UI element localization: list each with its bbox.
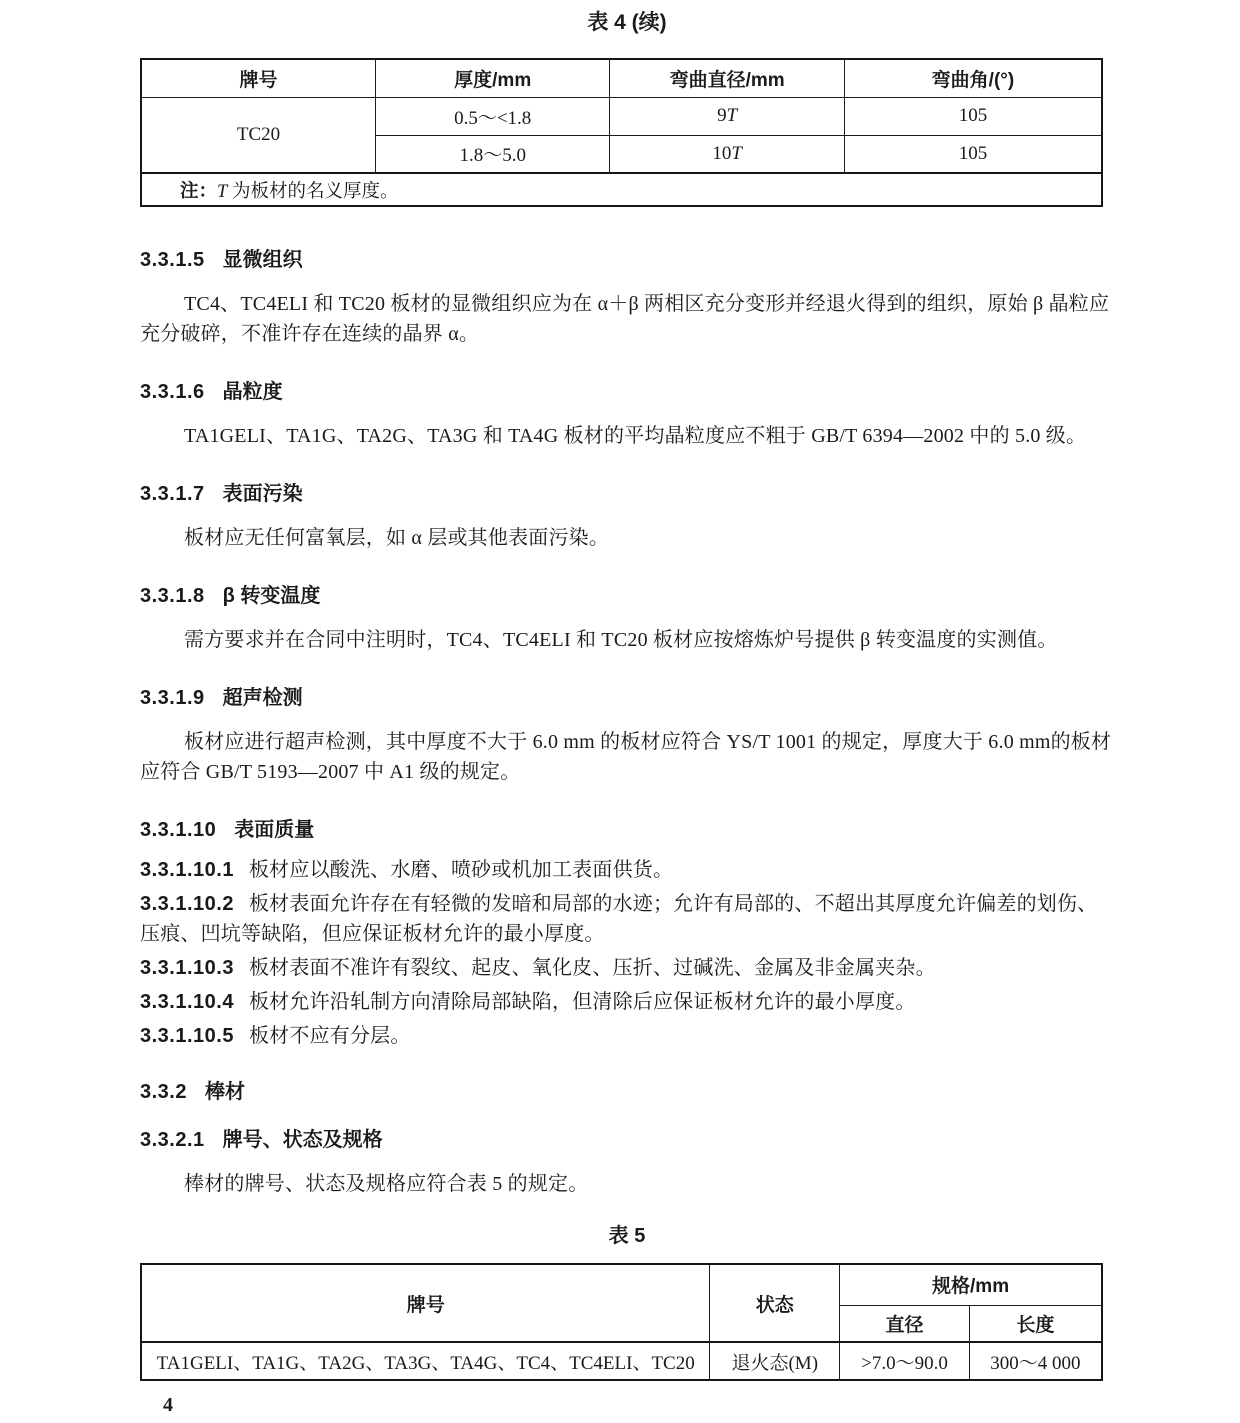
clause-3-3-1-10-2 <box>140 889 1114 949</box>
section-title: 表面污染 <box>222 483 303 505</box>
thickness-symbol: T <box>726 105 738 126</box>
table4-bend-diameter-cell <box>610 135 844 173</box>
table4-bend-angle-cell: 105 <box>844 97 1102 135</box>
clause-text: 板材不应有分层。 <box>248 1025 411 1047</box>
table4-note <box>141 173 1102 206</box>
section-title: β 转变温度 <box>222 585 321 607</box>
clause-3-3-1-10-3 <box>140 953 1114 983</box>
clause-number: 3.3.1.10.3 <box>140 957 234 979</box>
section-paragraph-bars-spec: 棒材的牌号、状态及规格应符合表 5 的规定。 <box>184 1173 589 1195</box>
clause-3-3-1-10-5 <box>140 1021 1114 1051</box>
table5-length-cell: 300～4 000 <box>969 1342 1102 1380</box>
section-paragraph-grain-size: TA1GELI、TA1G、TA2G、TA3G 和 TA4G 板材的平均晶粒度应不粗于 GB/T 6394—2002 中的 5.0 级。 <box>184 425 1087 447</box>
section-title: 表面质量 <box>234 819 315 841</box>
section-paragraph-surface-contamination: 板材应无任何富氧层，如 α 层或其他表面污染。 <box>184 527 610 549</box>
clause-text: 板材表面不准许有裂纹、起皮、氧化皮、压折、过碱洗、金属及非金属夹杂。 <box>248 957 936 979</box>
table4-grade-cell: TC20 <box>141 97 375 173</box>
section-number: 3.3.1.7 <box>140 483 205 505</box>
section-heading-3-3-1-8 <box>140 581 1114 611</box>
section-number: 3.3.1.8 <box>140 585 205 607</box>
section-heading-3-3-1-10 <box>140 815 1114 845</box>
table4-header-bend-angle: 弯曲角/(°) <box>844 59 1102 97</box>
clause-text: 板材允许沿轧制方向清除局部缺陷，但清除后应保证板材允许的最小厚度。 <box>248 991 916 1013</box>
table4-header-row <box>141 59 1102 97</box>
section-number: 3.3.2.1 <box>140 1129 205 1151</box>
section-number: 3.3.1.9 <box>140 687 205 709</box>
clause-number: 3.3.1.10.2 <box>140 893 234 915</box>
section-number: 3.3.1.6 <box>140 381 205 403</box>
table5-diameter-cell: >7.0～90.0 <box>840 1342 970 1380</box>
section-title: 牌号、状态及规格 <box>222 1129 383 1151</box>
section-paragraph-ultrasonic: 板材应进行超声检测，其中厚度不大于 6.0 mm 的板材应符合 YS/T 1001 的规定，厚度大于 6.0 mm的板材应符合 GB/T 5193—2007 中 A1 级的规定。 <box>140 731 1112 783</box>
section-number: 3.3.1.10 <box>140 819 217 841</box>
bend-diameter-value: 9 <box>717 105 727 126</box>
table-5 <box>140 1263 1103 1381</box>
note-text: 为板材的名义厚度。 <box>227 181 399 202</box>
table5-header-row-1 <box>141 1264 1102 1305</box>
section-title: 显微组织 <box>222 249 303 271</box>
table4-thickness-cell: 1.8～5.0 <box>375 135 609 173</box>
clause-3-3-1-10-4 <box>140 987 1114 1017</box>
clause-3-3-1-10-1 <box>140 855 1114 885</box>
section-paragraph-beta-transus: 需方要求并在合同中注明时，TC4、TC4ELI 和 TC20 板材应按熔炼炉号提供 β 转变温度的实测值。 <box>184 629 1058 651</box>
page-number: 4 <box>163 1394 173 1416</box>
section-title: 超声检测 <box>222 687 303 709</box>
thickness-symbol: T <box>217 181 228 202</box>
section-number: 3.3.2 <box>140 1081 187 1103</box>
table5-header-state: 状态 <box>710 1264 840 1342</box>
section-number: 3.3.1.5 <box>140 249 205 271</box>
table-4 <box>140 58 1103 207</box>
bend-diameter-value: 10 <box>712 142 732 164</box>
table4-header-grade: 牌号 <box>141 59 375 97</box>
clause-number: 3.3.1.10.4 <box>140 991 234 1013</box>
note-label: 注： <box>180 179 218 201</box>
clause-number: 3.3.1.10.1 <box>140 859 234 881</box>
table4-bend-angle-cell: 105 <box>844 135 1102 173</box>
table4-thickness-cell: 0.5～<1.8 <box>375 97 609 135</box>
table4-note-row <box>141 173 1102 206</box>
table-row <box>141 97 1102 135</box>
section-title: 晶粒度 <box>222 381 283 403</box>
table5-header-length: 长度 <box>969 1305 1102 1342</box>
table5-header-spec-group: 规格/mm <box>840 1264 1102 1305</box>
section-heading-3-3-1-5 <box>140 245 1114 275</box>
section-heading-3-3-1-7 <box>140 479 1114 509</box>
table4-header-bend-diameter: 弯曲直径/mm <box>610 59 844 97</box>
table5-title: 表 5 <box>608 1225 646 1247</box>
table5-grade-cell: TA1GELI、TA1G、TA2G、TA3G、TA4G、TC4、TC4ELI、TC20 <box>141 1342 710 1380</box>
section-heading-3-3-1-9 <box>140 683 1114 713</box>
table5-state-cell: 退火态(M) <box>710 1342 840 1380</box>
table5-header-diameter: 直径 <box>840 1305 970 1342</box>
table4-title: 表 4 (续) <box>587 11 667 34</box>
section-heading-3-3-2 <box>140 1077 1114 1107</box>
table5-header-grade: 牌号 <box>141 1264 710 1342</box>
section-heading-3-3-2-1 <box>140 1125 1114 1155</box>
clause-number: 3.3.1.10.5 <box>140 1025 234 1047</box>
thickness-symbol: T <box>731 142 742 164</box>
section-title: 棒材 <box>204 1081 245 1103</box>
table-row <box>141 1342 1102 1380</box>
table4-header-thickness: 厚度/mm <box>375 59 609 97</box>
section-heading-3-3-1-6 <box>140 377 1114 407</box>
clause-text: 板材表面允许存在有轻微的发暗和局部的水迹；允许有局部的、不超出其厚度允许偏差的划伤、压痕、凹坑等缺陷，但应保证板材允许的最小厚度。 <box>140 893 1098 945</box>
table4-bend-diameter-cell <box>610 97 844 135</box>
clause-text: 板材应以酸洗、水磨、喷砂或机加工表面供货。 <box>248 859 674 881</box>
section-paragraph-microstructure: TC4、TC4ELI 和 TC20 板材的显微组织应为在 α＋β 两相区充分变形并经退火得到的组织，原始 β 晶粒应充分破碎，不准许存在连续的晶界 α。 <box>140 293 1110 345</box>
